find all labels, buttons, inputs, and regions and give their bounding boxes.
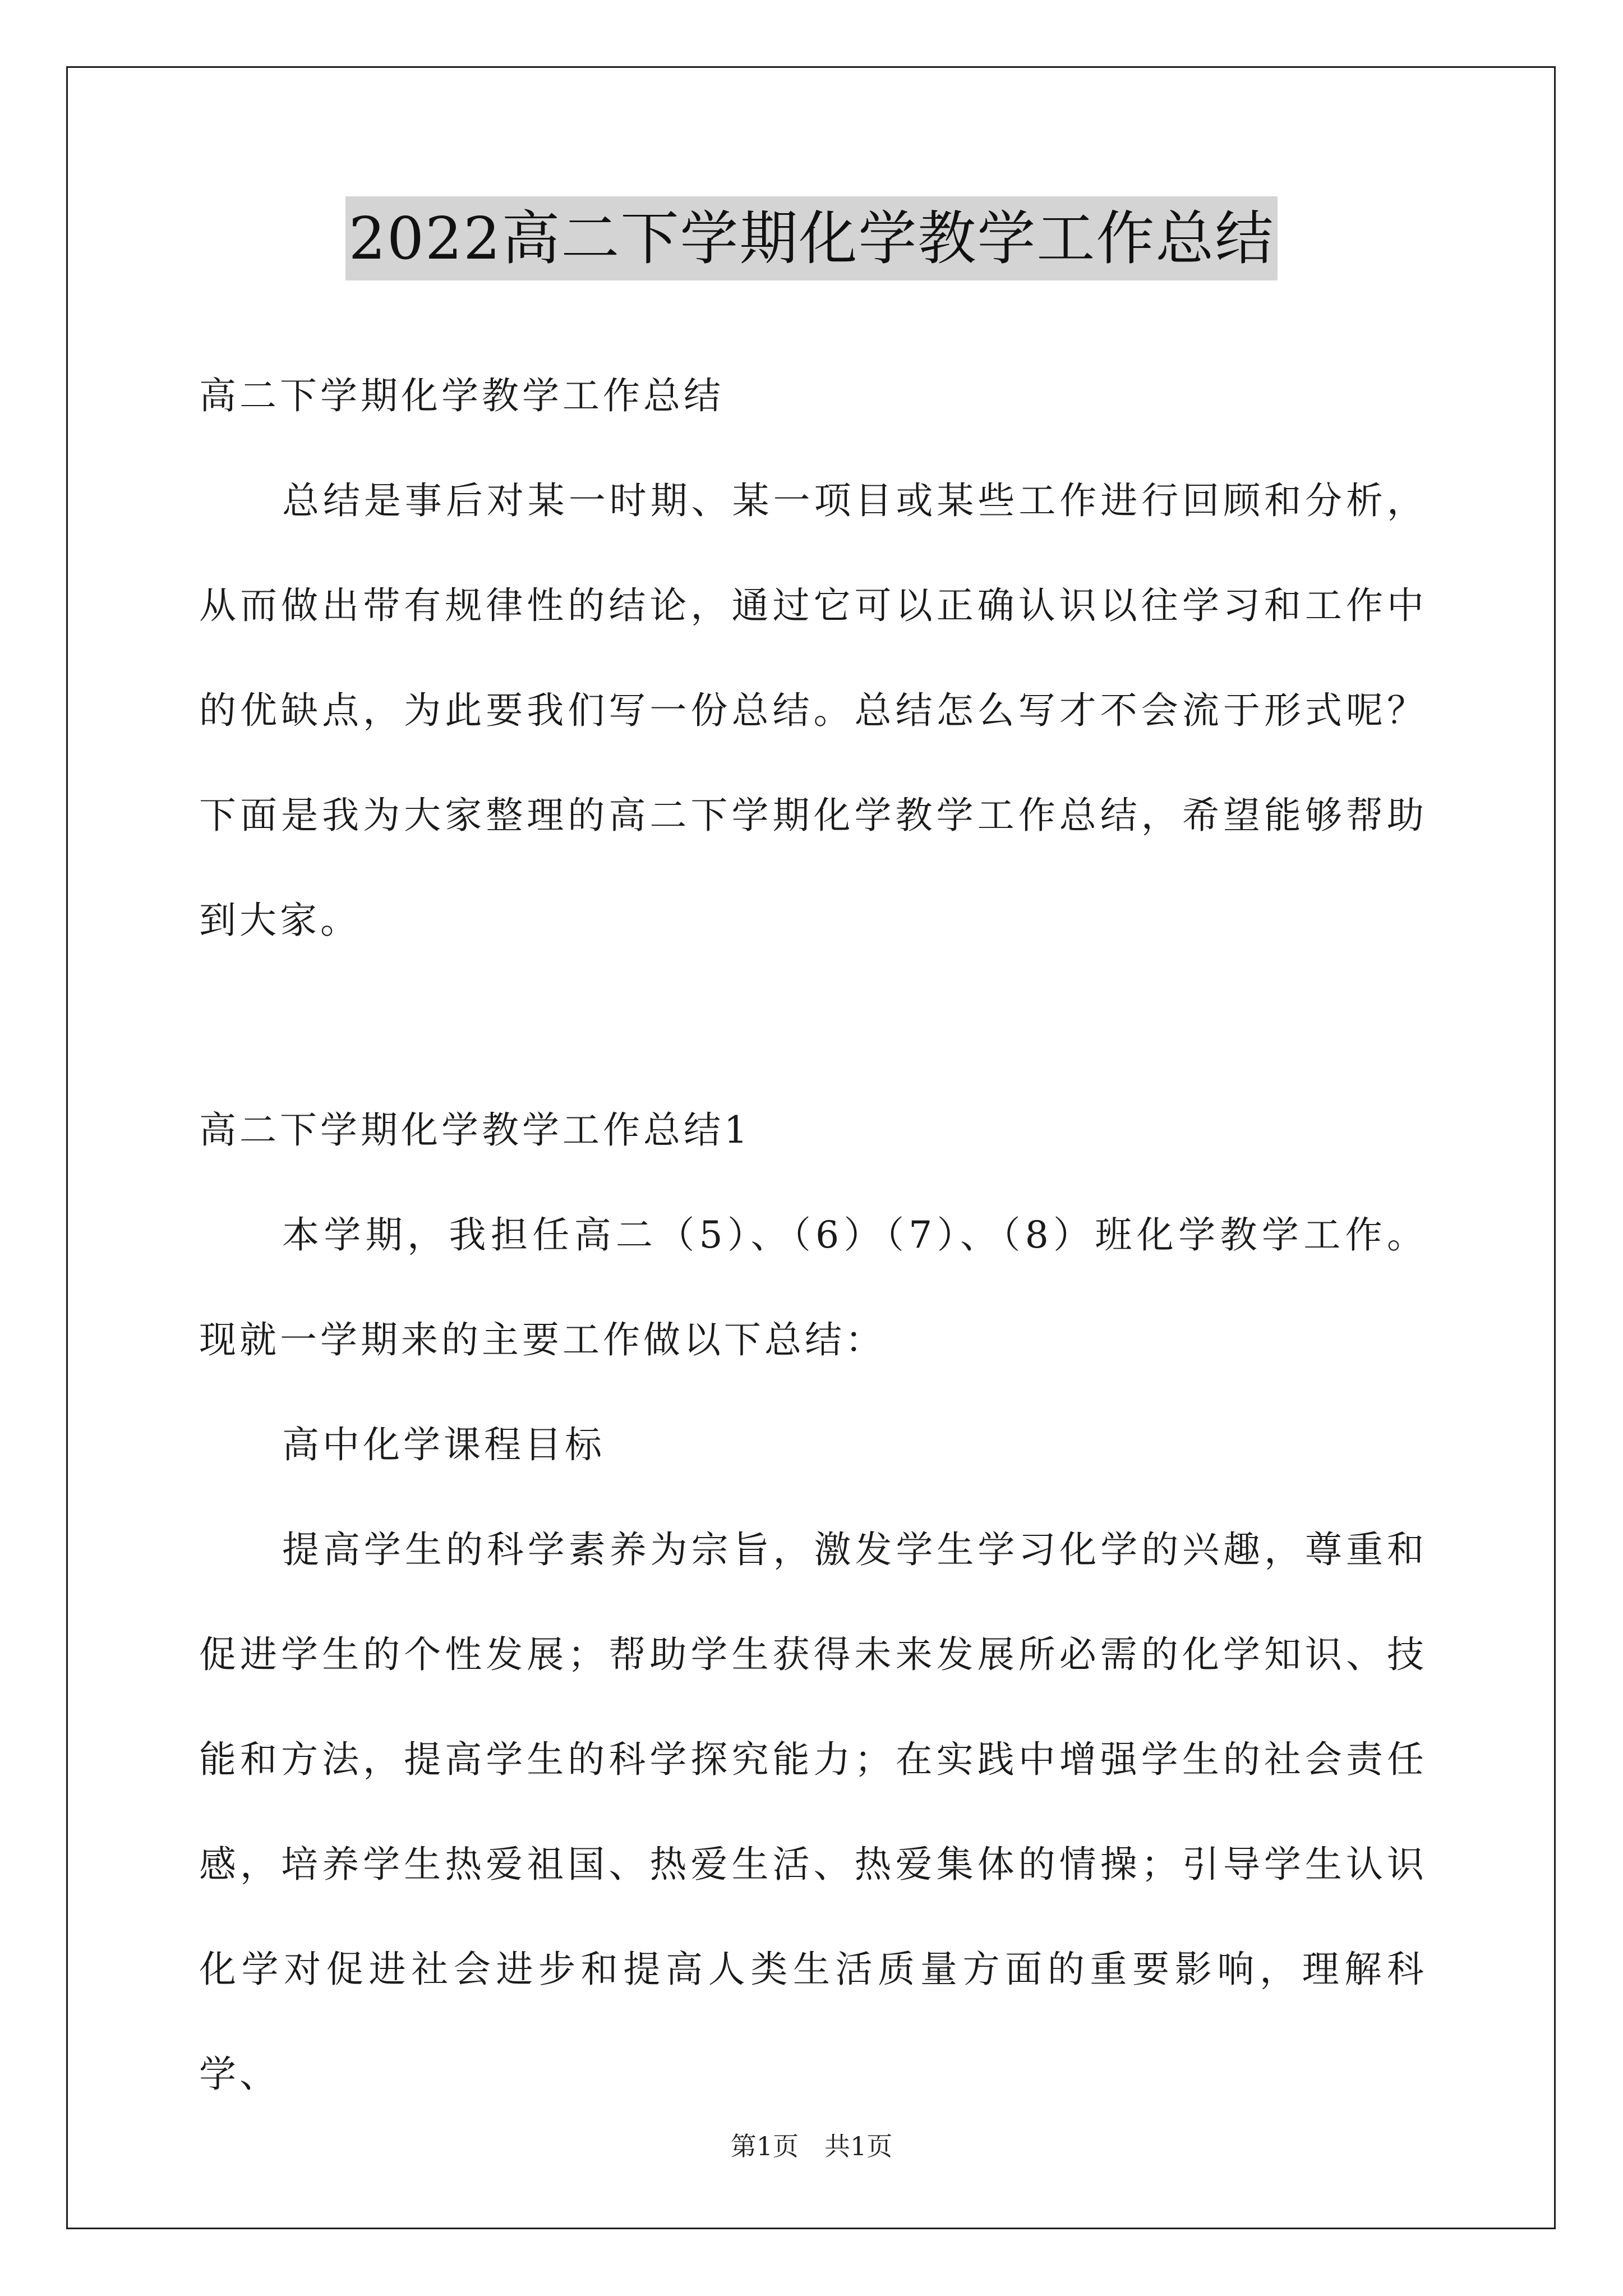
page-number: 第1页: [730, 2131, 799, 2161]
intro-paragraph: 总结是事后对某一时期、某一项目或某些工作进行回顾和分析，从而做出带有规律性的结论，通过它可以正确认识以往学习和工作中的优缺点，为此要我们写一份总结。总结怎么写才不会流于形式呢？下面是我为大家整理的高二下学期化学教学工作总结，希望能够帮助到大家。: [199, 479, 1427, 942]
body-paragraph: 提高学生的科学素养为宗旨，激发学生学习化学的兴趣，尊重和促进学生的个性发展；帮助学生获得未来发展所必需的化学知识、技能和方法，提高学生的科学探究能力；在实践中增强学生的社会责任感，培养学生热爱祖国、热爱生活、热爱集体的情操；引导学生认识化学对促进社会进步和提高人类生活质量方面的重要影响，理解科学、: [199, 1528, 1427, 2096]
page-total: 共1页: [824, 2131, 893, 2161]
subheading: 高中化学课程目标: [282, 1423, 605, 1466]
section-heading: 高二下学期化学教学工作总结1: [199, 1108, 751, 1152]
spacer: [199, 973, 1427, 1078]
subtitle: 高二下学期化学教学工作总结: [199, 374, 724, 417]
body-paragraph: 本学期，我担任高二（5）、（6）（7）、（8）班化学教学工作。现就一学期来的主要工作做以下总结：: [199, 1213, 1427, 1361]
document-title: 2022高二下学期化学教学工作总结: [345, 196, 1278, 280]
title-container: [0, 196, 1623, 280]
page-footer: [0, 2126, 1623, 2163]
document-body: [199, 343, 1427, 2127]
